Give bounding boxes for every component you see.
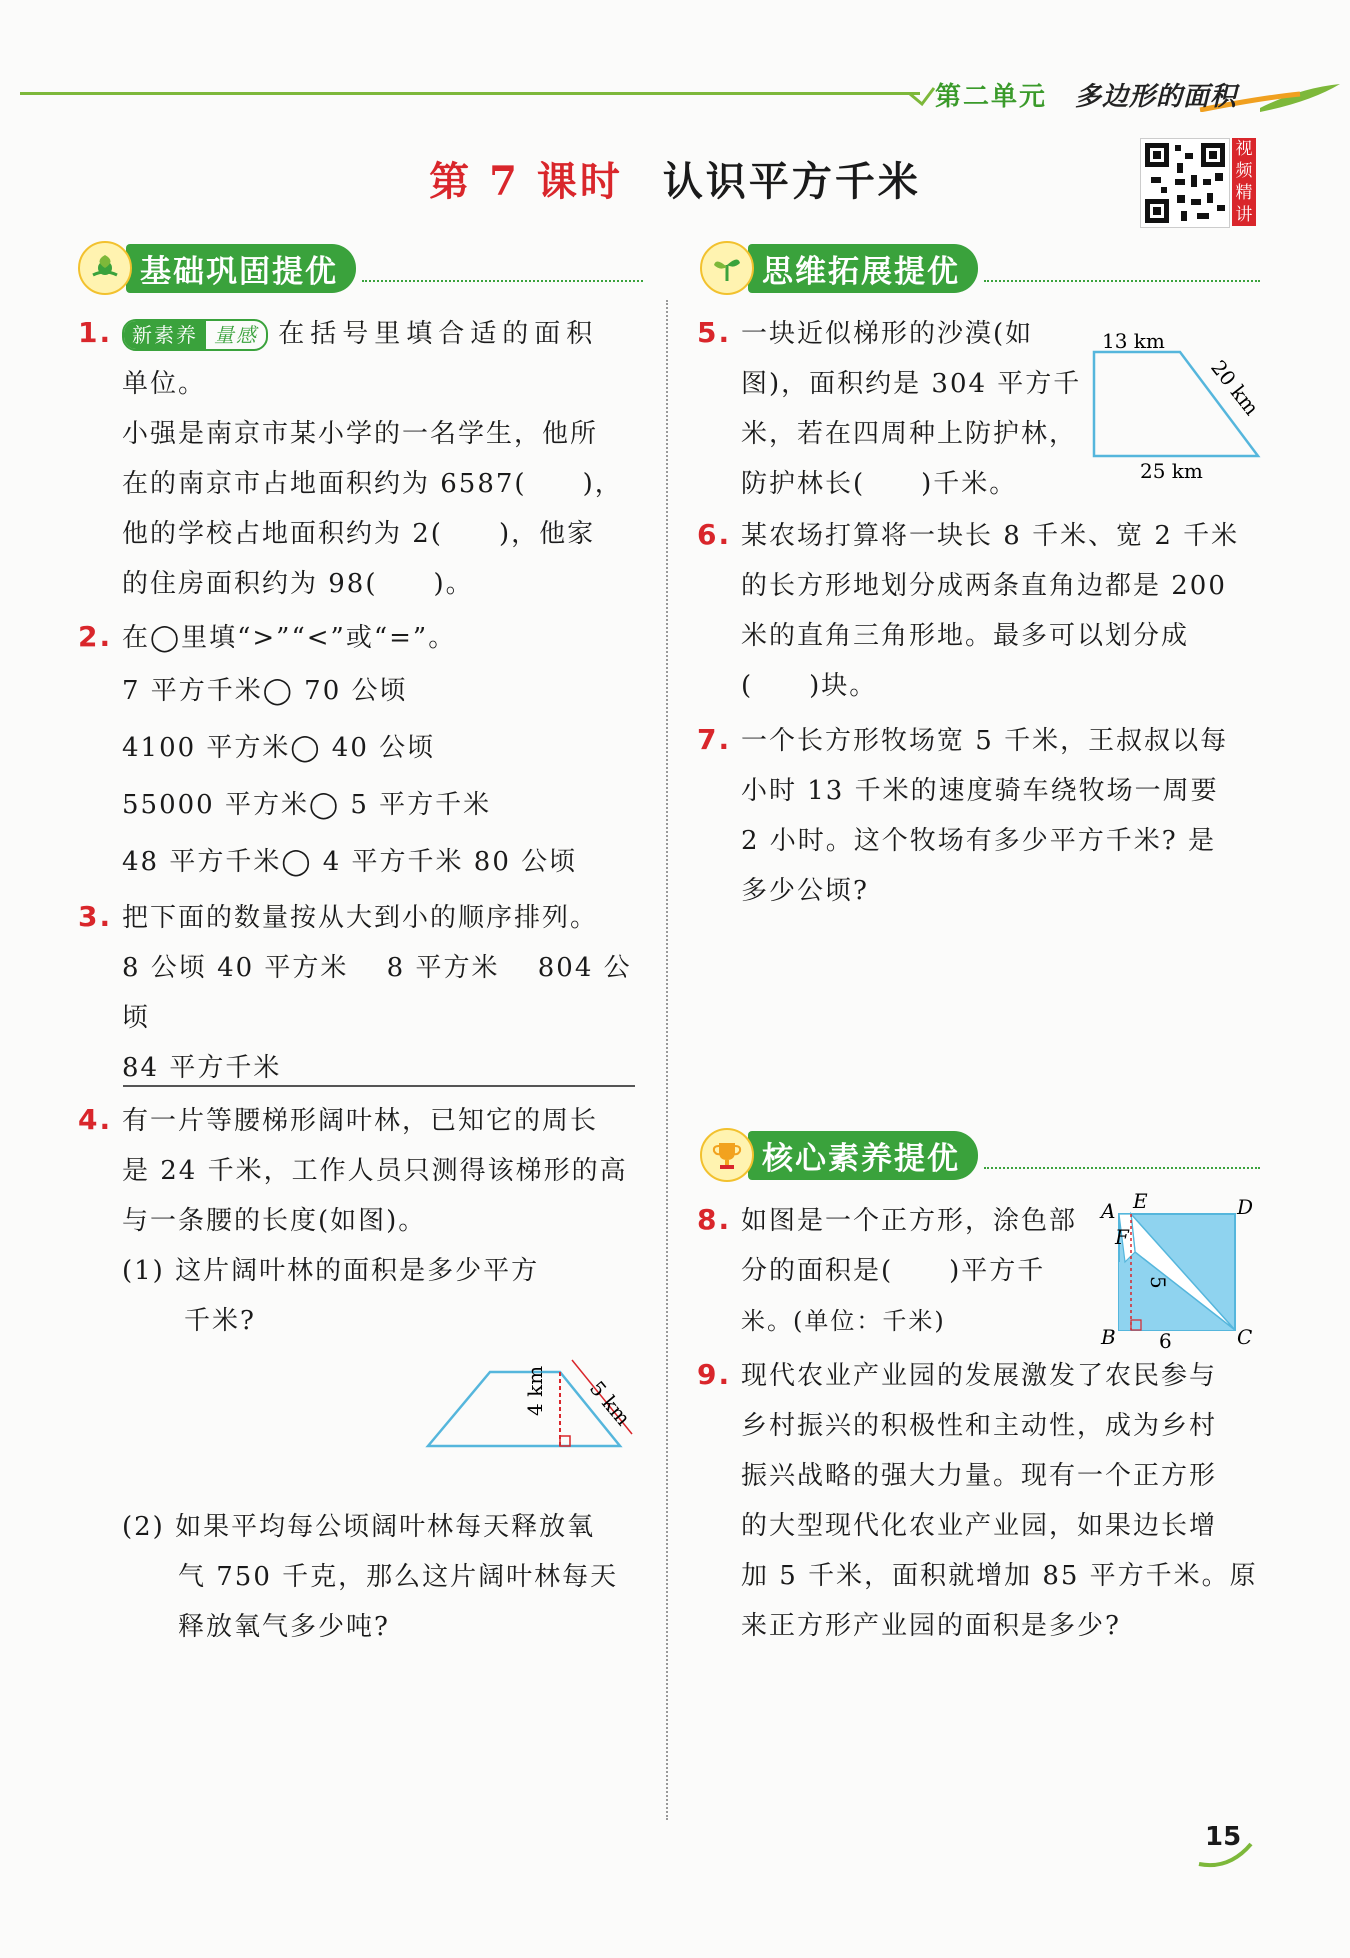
bottom-label: 25 km xyxy=(1140,459,1203,483)
question-text: 米，若在四周种上防护林， xyxy=(741,419,1078,449)
section-thinking-title: 思维拓展提优 xyxy=(748,244,978,293)
qr-code[interactable] xyxy=(1140,138,1230,228)
question-number: 1. xyxy=(78,316,113,349)
question-text: 的长方形地划分成两条直角边都是 200 xyxy=(741,571,1227,601)
label-F: F xyxy=(1115,1225,1129,1249)
question-text: 图)，面积约是 304 平方千 xyxy=(741,369,1082,399)
question-7 xyxy=(697,715,1267,916)
section-rule xyxy=(984,1167,1260,1169)
question-text: 的大型现代化农业产业园，如果边长增 xyxy=(741,1511,1218,1541)
question-text: 8 公顷 40 平方米 8 平方米 804 公顷 xyxy=(122,953,632,1033)
desert-trapezoid-figure xyxy=(1090,320,1270,490)
new-literacy-badge xyxy=(122,319,268,351)
question-4-part2 xyxy=(78,1502,648,1652)
compare-item: 55000 平方米◯ 5 平方千米 xyxy=(122,790,492,820)
header-topic: 多边形的面积 xyxy=(1075,82,1238,112)
question-text: 加 5 千米，面积就增加 85 平方千米。原 xyxy=(741,1561,1258,1591)
question-text: 分的面积是( )平方千 xyxy=(741,1256,1046,1286)
question-5 xyxy=(697,308,1092,509)
question-text: 在括号里填合适的面积 xyxy=(278,319,599,349)
sprout-icon xyxy=(700,241,754,295)
section-core-title: 核心素养提优 xyxy=(748,1131,978,1180)
section-rule xyxy=(984,280,1260,282)
question-text: 来正方形产业园的面积是多少? xyxy=(741,1611,1121,1641)
label-5: 5 xyxy=(1146,1276,1170,1289)
question-text: 单位。 xyxy=(122,369,207,399)
badge-sublabel: 量感 xyxy=(214,323,258,347)
question-2 xyxy=(78,612,648,891)
question-number: 8. xyxy=(697,1203,732,1236)
question-number: 3. xyxy=(78,900,113,933)
compare-item: 7 平方千米◯ 70 公顷 xyxy=(122,676,408,706)
question-text: 在◯里填“>”“<”或“=”。 xyxy=(122,623,457,653)
video-tag-char: 视 xyxy=(1235,139,1253,159)
top-label: 13 km xyxy=(1102,329,1165,353)
question-text: 他的学校占地面积约为 2( )，他家 xyxy=(122,519,596,549)
side-label: 5 km xyxy=(584,1376,636,1431)
label-A: A xyxy=(1101,1199,1116,1223)
section-rule xyxy=(362,280,643,282)
page-number: 15 xyxy=(1205,1822,1242,1852)
qr-code-icon xyxy=(1141,139,1229,227)
header-rule xyxy=(20,92,920,95)
question-text: 有一片等腰梯形阔叶林，已知它的周长 xyxy=(122,1106,599,1136)
badge-label: 新素养 xyxy=(124,321,206,349)
question-number: 5. xyxy=(697,316,732,349)
question-text: 现代农业产业园的发展激发了农民参与 xyxy=(741,1361,1218,1391)
square-figure xyxy=(1095,1192,1265,1352)
question-text: 乡村振兴的积极性和主动性，成为乡村 xyxy=(741,1411,1218,1441)
video-tag-char: 频 xyxy=(1235,161,1253,181)
question-text: 在的南京市占地面积约为 6587( )， xyxy=(122,469,623,499)
lesson-name: 认识平方千米 xyxy=(662,158,921,205)
section-thinking xyxy=(700,245,1260,291)
label-D: D xyxy=(1237,1195,1254,1219)
question-text: 与一条腰的长度(如图)。 xyxy=(122,1206,427,1236)
section-core xyxy=(700,1132,1260,1178)
question-text: 如图是一个正方形，涂色部 xyxy=(741,1206,1078,1236)
question-text: 防护林长( )千米。 xyxy=(741,469,1018,499)
question-text: 一个长方形牧场宽 5 千米，王叔叔以每 xyxy=(741,726,1229,756)
answer-line xyxy=(123,1085,635,1087)
question-number: 4. xyxy=(78,1103,113,1136)
trophy-icon xyxy=(700,1128,754,1182)
question-text: 米的直角三角形地。最多可以划分成 xyxy=(741,621,1190,651)
question-text: 是 24 千米，工作人员只测得该梯形的高 xyxy=(122,1156,628,1186)
question-4 xyxy=(78,1095,648,1346)
question-text: ( )块。 xyxy=(741,671,878,701)
video-tag-char: 精 xyxy=(1235,183,1253,203)
question-text: 把下面的数量按从大到小的顺序排列。 xyxy=(122,903,599,933)
column-divider xyxy=(666,300,668,1820)
question-number: 7. xyxy=(697,723,732,756)
leaf-icon xyxy=(78,241,132,295)
compare-item: 48 平方千米◯ 4 平方千米 80 公顷 xyxy=(122,847,578,877)
question-text: 84 平方千米 xyxy=(122,1053,282,1083)
question-number: 9. xyxy=(697,1358,732,1391)
header-unit: 第二单元 xyxy=(935,82,1048,112)
video-tag-char: 讲 xyxy=(1235,205,1253,225)
label-B: B xyxy=(1101,1325,1116,1349)
compare-item: 4100 平方米◯ 40 公顷 xyxy=(122,733,436,763)
video-tag xyxy=(1232,138,1256,226)
sub-question: 千米? xyxy=(184,1306,256,1336)
sub-question: (1) 这片阔叶林的面积是多少平方 xyxy=(122,1256,540,1286)
sub-question: (2) 如果平均每公顷阔叶林每天释放氧 xyxy=(122,1512,596,1542)
trapezoid-figure xyxy=(420,1350,640,1460)
question-text: 小时 13 千米的速度骑车绕牧场一周要 xyxy=(741,776,1219,806)
question-text: 米。(单位：千米) xyxy=(741,1307,946,1335)
question-3 xyxy=(78,892,648,1093)
label-E: E xyxy=(1133,1192,1148,1213)
label-6: 6 xyxy=(1159,1329,1172,1352)
question-9 xyxy=(697,1350,1267,1651)
question-text: 一块近似梯形的沙漠(如 xyxy=(741,319,1034,349)
lesson-number: 第 7 课时 xyxy=(429,158,623,205)
question-8 xyxy=(697,1195,1097,1346)
height-label: 4 km xyxy=(523,1365,547,1416)
label-C: C xyxy=(1237,1325,1253,1349)
side-label: 20 km xyxy=(1206,355,1264,420)
question-text: 某农场打算将一块长 8 千米、宽 2 千米 xyxy=(741,521,1240,551)
section-basic-title: 基础巩固提优 xyxy=(126,244,356,293)
question-number: 6. xyxy=(697,518,732,551)
sub-question: 释放氧气多少吨? xyxy=(178,1612,390,1642)
question-text: 多少公顷? xyxy=(741,876,869,906)
section-basic xyxy=(78,245,643,291)
question-text: 小强是南京市某小学的一名学生，他所 xyxy=(122,419,599,449)
question-1 xyxy=(78,308,648,609)
sub-question: 气 750 千克，那么这片阔叶林每天 xyxy=(178,1562,619,1592)
question-number: 2. xyxy=(78,620,113,653)
question-6 xyxy=(697,510,1267,711)
question-text: 振兴战略的强大力量。现有一个正方形 xyxy=(741,1461,1218,1491)
question-text: 的住房面积约为 98( )。 xyxy=(122,569,474,599)
question-text: 2 小时。这个牧场有多少平方千米? 是 xyxy=(741,826,1217,856)
